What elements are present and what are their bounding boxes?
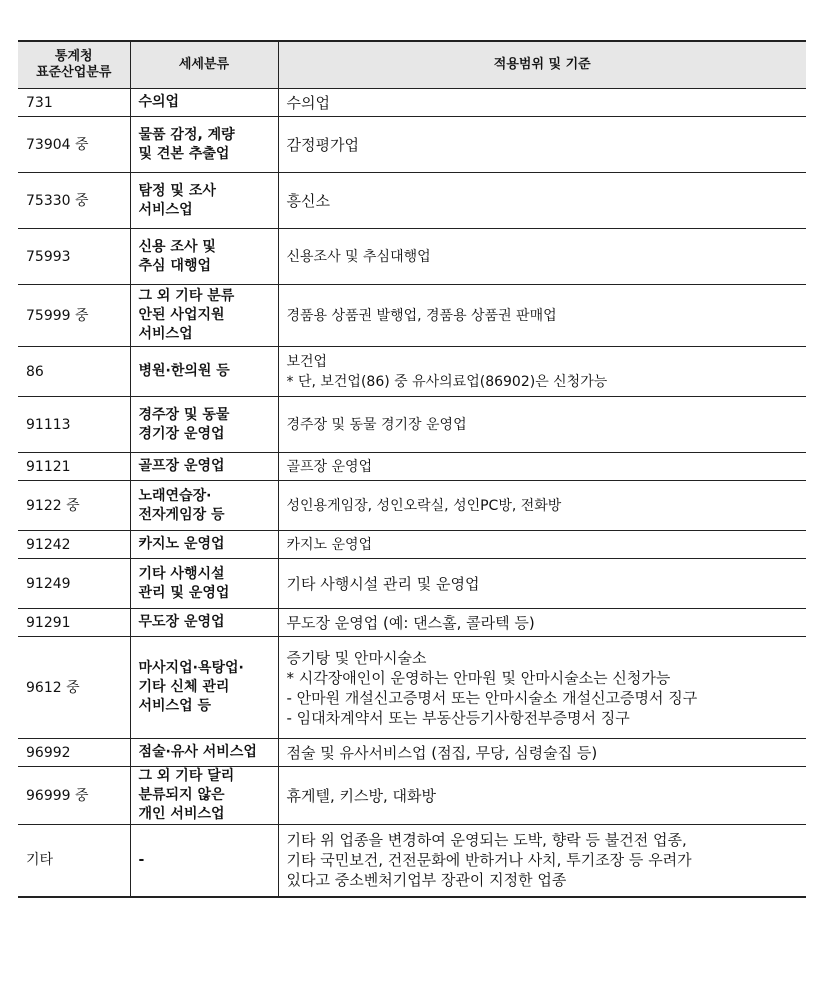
scope-criteria-cell <box>278 117 806 173</box>
subclass-name-cell <box>130 481 278 531</box>
industry-code-cell: 9122 중 <box>18 481 130 531</box>
scope-criteria-line: 골프장 운영업 <box>286 458 373 475</box>
scope-criteria-cell <box>278 531 806 559</box>
subclass-name-line: 그 외 기타 분류 <box>138 288 235 304</box>
subclass-name-line: 서비스업 등 <box>138 698 211 714</box>
subclass-name-cell <box>130 637 278 739</box>
industry-code-cell: 75999 중 <box>18 285 130 347</box>
scope-criteria-line: 감정평가업 <box>286 135 359 154</box>
subclass-name-cell <box>130 347 278 397</box>
industry-code-cell: 86 <box>18 347 130 397</box>
subclass-name-line: 무도장 운영업 <box>138 614 225 630</box>
scope-criteria-cell <box>278 767 806 825</box>
table-body <box>18 89 806 897</box>
scope-criteria-line: 흥신소 <box>286 191 330 210</box>
subclass-name-cell <box>130 117 278 173</box>
scope-criteria-cell <box>278 637 806 739</box>
scope-criteria-cell <box>278 89 806 117</box>
scope-criteria-line: * 단, 보건업(86) 중 유사의료업(86902)은 신청가능 <box>286 373 608 390</box>
subclass-name-cell <box>130 453 278 481</box>
scope-criteria-line: - 임대차계약서 또는 부동산등기사항전부증명서 징구 <box>286 708 630 727</box>
table-row <box>18 637 806 739</box>
industry-code-cell: 91121 <box>18 453 130 481</box>
subclass-name-cell <box>130 739 278 767</box>
subclass-name-cell <box>130 531 278 559</box>
subclass-name-line: 노래연습장· <box>138 487 212 504</box>
scope-criteria-cell <box>278 347 806 397</box>
scope-criteria-cell <box>278 397 806 453</box>
table-row <box>18 347 806 397</box>
subclass-name-cell <box>130 825 278 897</box>
scope-criteria-cell <box>278 739 806 767</box>
scope-criteria-line: - 안마원 개설신고증명서 또는 안마시술소 개설신고증명서 징구 <box>286 688 698 707</box>
scope-criteria-line: 경품용 상품권 발행업, 경품용 상품권 판매업 <box>286 307 557 324</box>
table-row <box>18 825 806 897</box>
subclass-name-cell <box>130 229 278 285</box>
subclass-name-cell <box>130 285 278 347</box>
industry-code-cell: 9612 중 <box>18 637 130 739</box>
subclass-name-line: 관리 및 운영업 <box>138 584 230 601</box>
table-row <box>18 89 806 117</box>
scope-criteria-cell <box>278 453 806 481</box>
subclass-name-line: 및 견본 추출업 <box>138 145 230 162</box>
subclass-name-line: 안된 사업지원 <box>138 307 225 323</box>
scope-criteria-line: 카지노 운영업 <box>286 536 373 553</box>
subclass-name-line: 점술·유사 서비스업 <box>138 744 257 760</box>
scope-criteria-line: 기타 위 업종을 변경하여 운영되는 도박, 향락 등 불건전 업종, <box>286 831 687 850</box>
table-row <box>18 173 806 229</box>
scope-criteria-cell <box>278 609 806 637</box>
subclass-name-cell <box>130 559 278 609</box>
subclass-name-line: 전자게임장 등 <box>138 506 225 523</box>
subclass-name-line: 마사지업·욕탕업· <box>138 660 244 676</box>
industry-code-cell: 96999 중 <box>18 767 130 825</box>
table-row <box>18 285 806 347</box>
scope-criteria-cell <box>278 559 806 609</box>
subclass-name-cell <box>130 89 278 117</box>
table-row <box>18 767 806 825</box>
scope-criteria-line: 경주장 및 동물 경기장 운영업 <box>286 416 467 433</box>
scope-criteria-line: 휴게텔, 키스방, 대화방 <box>286 786 436 805</box>
subclass-name-line: 그 외 기타 달리 <box>138 768 235 784</box>
scope-criteria-cell <box>278 173 806 229</box>
scope-criteria-cell <box>278 229 806 285</box>
subclass-name-line: 병원·한의원 등 <box>138 363 230 379</box>
scope-criteria-cell <box>278 285 806 347</box>
subclass-name-line: 분류되지 않은 <box>138 787 225 803</box>
industry-code-cell: 75993 <box>18 229 130 285</box>
header-subclass: 세세분류 <box>130 41 278 89</box>
table-row <box>18 453 806 481</box>
industry-code-cell: 91113 <box>18 397 130 453</box>
industry-code-cell: 75330 중 <box>18 173 130 229</box>
subclass-name-line: 골프장 운영업 <box>138 458 225 474</box>
table-header-row <box>18 41 806 89</box>
industry-code-cell: 96992 <box>18 739 130 767</box>
scope-criteria-line: 있다고 중소벤처기업부 장관이 지정한 업종 <box>286 871 567 890</box>
table-row <box>18 531 806 559</box>
table-row <box>18 609 806 637</box>
scope-criteria-line: 성인용게임장, 성인오락실, 성인PC방, 전화방 <box>286 497 562 514</box>
table-row <box>18 397 806 453</box>
scope-criteria-line: 수의업 <box>286 93 330 112</box>
table-row <box>18 481 806 531</box>
subclass-name-line: 개인 서비스업 <box>138 806 225 822</box>
industry-code-cell: 91249 <box>18 559 130 609</box>
scope-criteria-line: 무도장 운영업 (예: 댄스홀, 콜라텍 등) <box>286 613 535 632</box>
subclass-name-line: 수의업 <box>138 94 180 110</box>
scope-criteria-line: * 시각장애인이 운영하는 안마원 및 안마시술소는 신청가능 <box>286 668 671 687</box>
scope-criteria-line: 증기탕 및 안마시술소 <box>286 648 427 667</box>
table-row <box>18 229 806 285</box>
scope-criteria-cell <box>278 481 806 531</box>
subclass-name-line: 카지노 운영업 <box>138 536 225 552</box>
subclass-name-line: 신용 조사 및 <box>138 238 216 255</box>
industry-code-cell: 기타 <box>18 825 130 897</box>
subclass-name-cell <box>130 767 278 825</box>
subclass-name-line: 경주장 및 동물 <box>138 406 230 423</box>
table-row <box>18 117 806 173</box>
subclass-name-line: - <box>138 851 145 868</box>
subclass-name-line: 경기장 운영업 <box>138 425 225 442</box>
scope-criteria-cell <box>278 825 806 897</box>
industry-code-cell: 91242 <box>18 531 130 559</box>
scope-criteria-line: 기타 사행시설 관리 및 운영업 <box>286 574 480 593</box>
header-industry-code: 통계청 표준산업분류 <box>18 41 130 89</box>
subclass-name-cell <box>130 173 278 229</box>
subclass-name-line: 서비스업 <box>138 326 193 342</box>
scope-criteria-line: 신용조사 및 추심대행업 <box>286 248 431 265</box>
table-row <box>18 739 806 767</box>
subclass-name-cell <box>130 609 278 637</box>
industry-code-cell: 73904 중 <box>18 117 130 173</box>
subclass-name-line: 기타 신체 관리 <box>138 679 230 695</box>
subclass-name-line: 물품 감정, 계량 <box>138 126 235 143</box>
subclass-name-line: 탐정 및 조사 <box>138 182 216 199</box>
industry-code-cell: 91291 <box>18 609 130 637</box>
restricted-industries-table <box>18 40 806 898</box>
table-row <box>18 559 806 609</box>
scope-criteria-line: 기타 국민보건, 건전문화에 반하거나 사치, 투기조장 등 우려가 <box>286 851 692 870</box>
industry-code-cell: 731 <box>18 89 130 117</box>
header-scope: 적용범위 및 기준 <box>278 41 806 89</box>
subclass-name-line: 서비스업 <box>138 201 193 218</box>
subclass-name-line: 추심 대행업 <box>138 257 211 274</box>
scope-criteria-line: 보건업 <box>286 353 328 370</box>
subclass-name-line: 기타 사행시설 <box>138 565 225 582</box>
subclass-name-cell <box>130 397 278 453</box>
scope-criteria-line: 점술 및 유사서비스업 (점집, 무당, 심령술집 등) <box>286 743 598 762</box>
